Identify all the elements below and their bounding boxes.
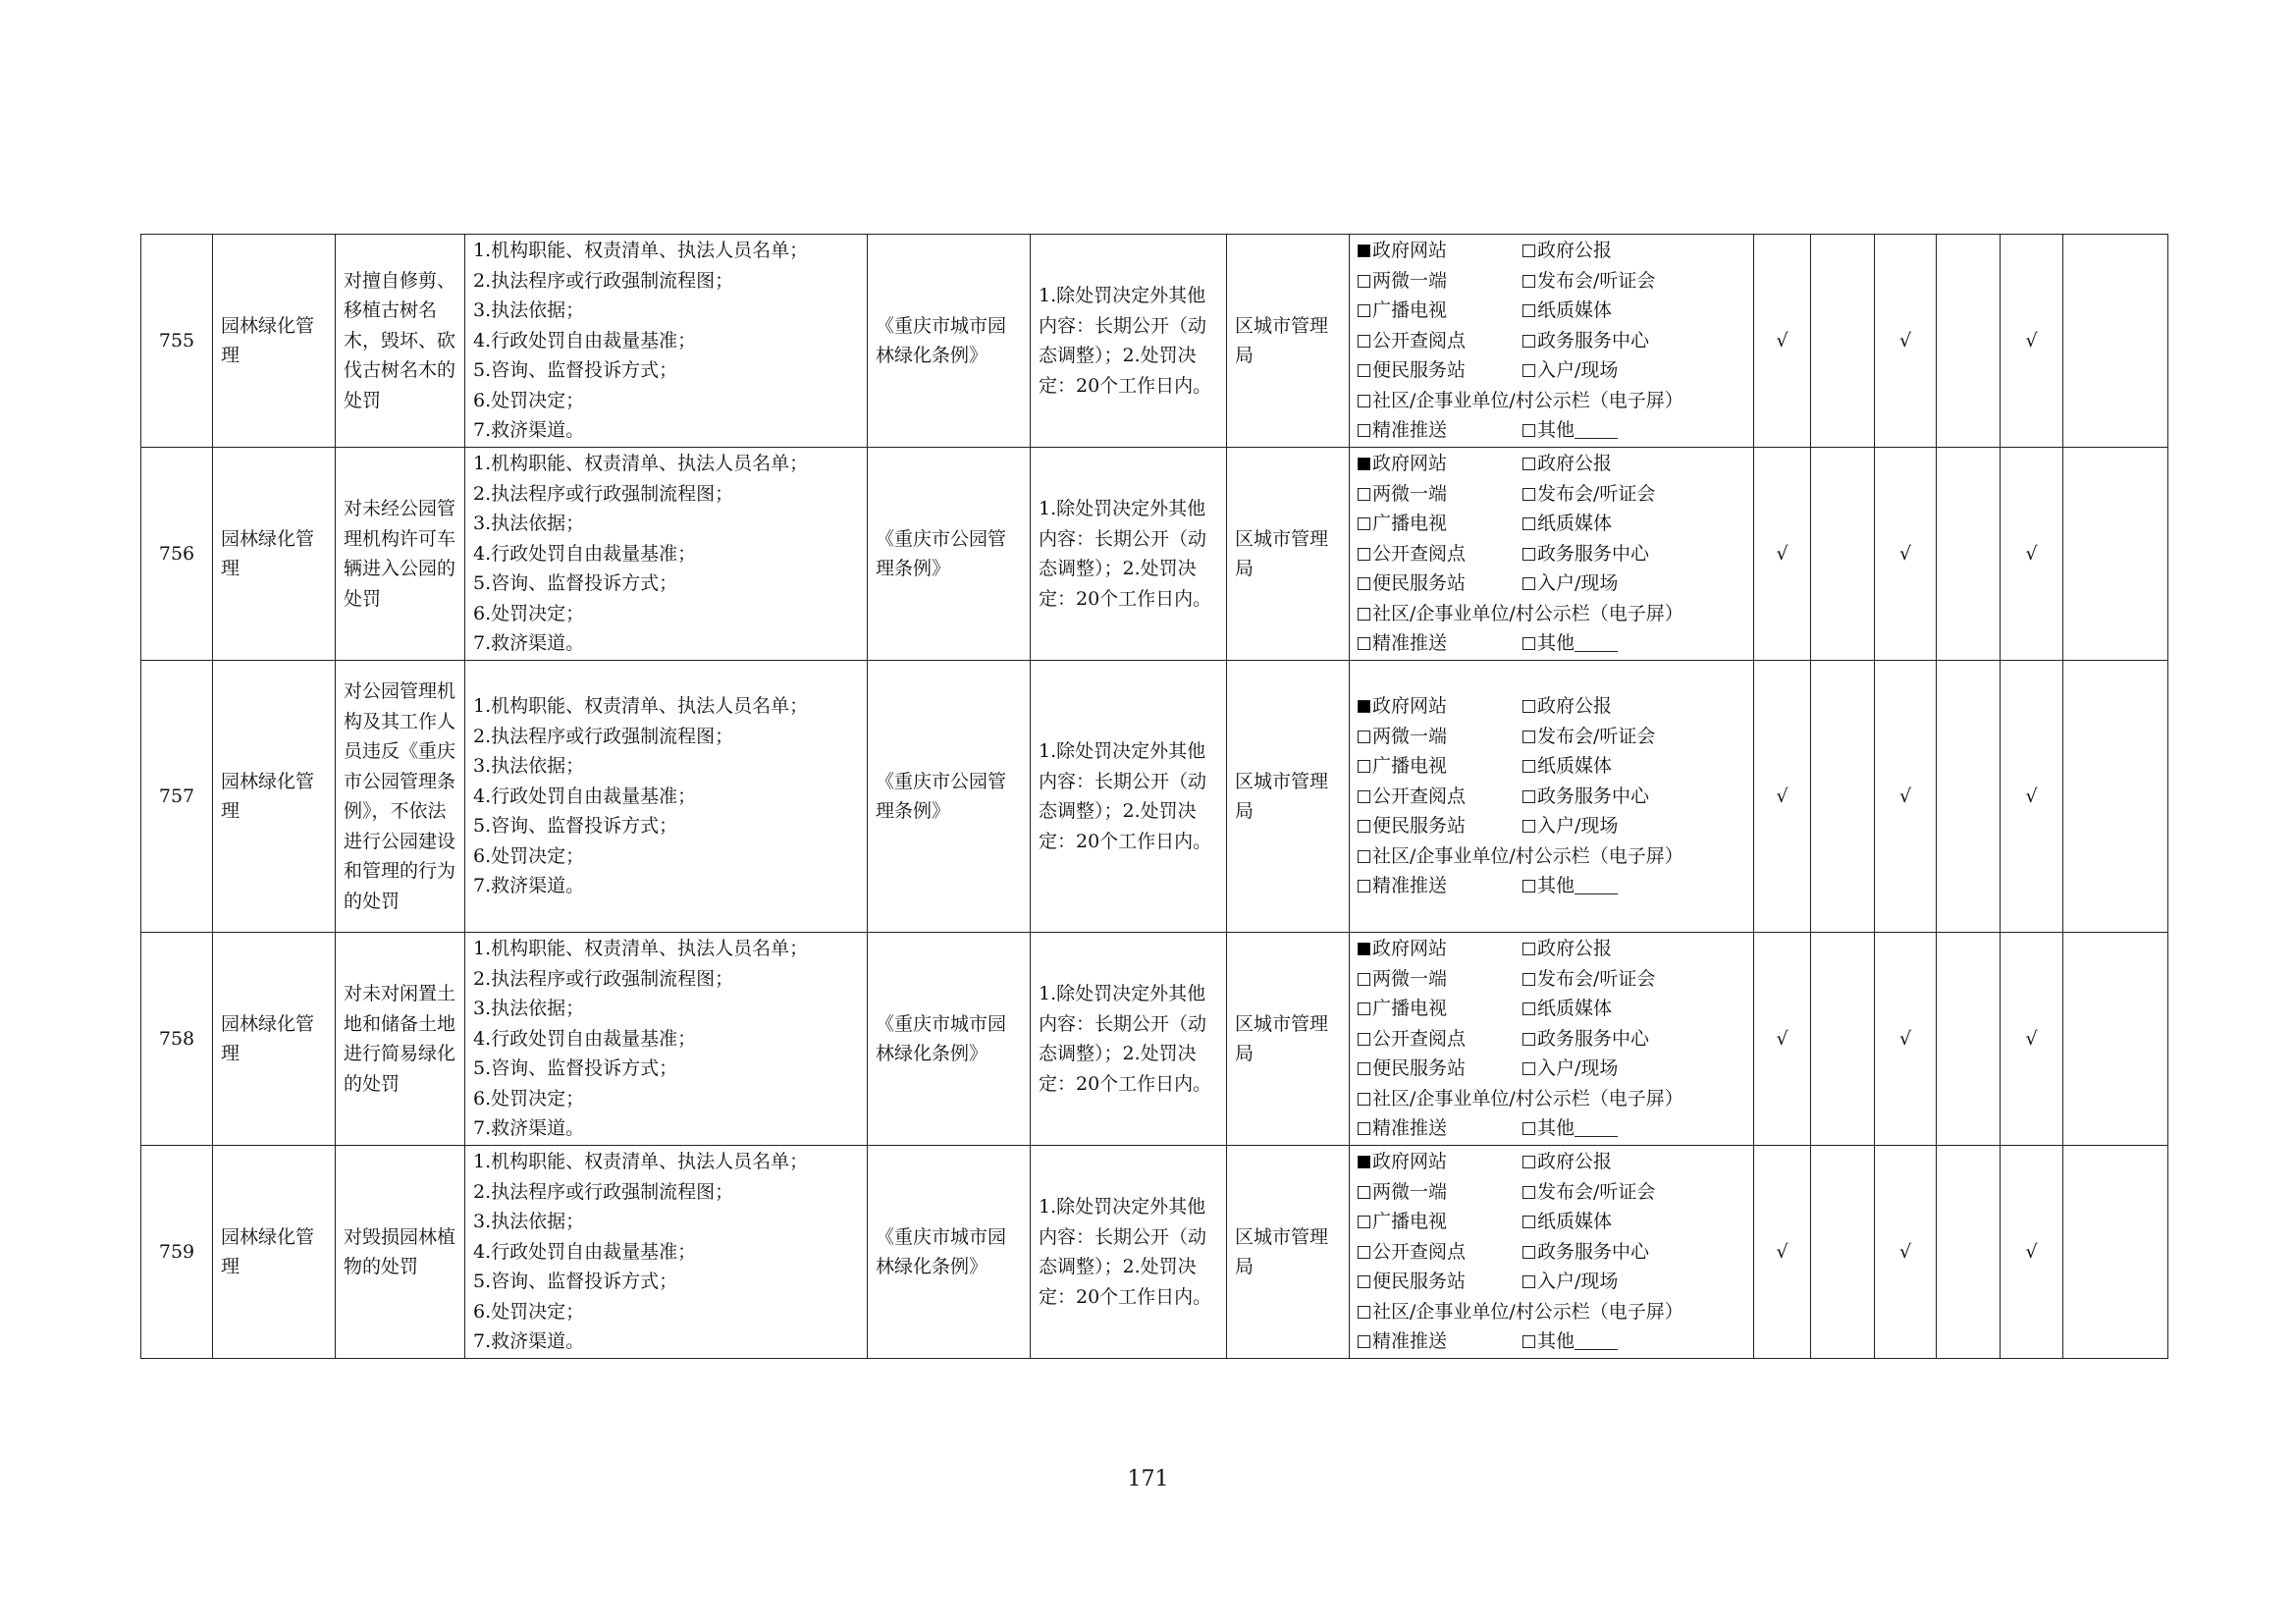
content-cell — [465, 661, 868, 933]
item-cell: 对公园管理机构及其工作人员违反《重庆市公园管理条例》，不依法进行公园建设和管理的行为的处罚 — [336, 661, 465, 933]
checked-box-icon — [1358, 244, 1370, 257]
checkbox-icon — [1522, 275, 1535, 288]
channels-cell: 政府网站 政府公报 两微一端 发布会/听证会 广播电视 纸质媒体 公开查阅点 政务服务中心 便民服务站 入户/现场 社区/企事业单位/村公示栏（电子屏） 精准推送 其他 — [1350, 661, 1754, 933]
check-cell — [1937, 661, 2001, 933]
item-cell: 对毁损园林植物的处罚 — [336, 1146, 465, 1359]
check-cell — [2063, 448, 2168, 661]
checkbox-icon — [1358, 731, 1370, 743]
content-line: 5.咨询、监督投诉方式； — [473, 359, 678, 382]
channels-cell: 政府网站 政府公报 两微一端 发布会/听证会 广播电视 纸质媒体 公开查阅点 政务服务中心 便民服务站 入户/现场 社区/企事业单位/村公示栏（电子屏） 精准推送 其他 — [1350, 235, 1754, 448]
table-row — [141, 448, 2168, 661]
content-line: 4.行政处罚自由裁量基准； — [473, 1240, 697, 1263]
row-number: 756 — [141, 448, 213, 661]
content-line: 3.执法依据； — [473, 513, 585, 535]
subject-cell: 区城市管理局 — [1227, 448, 1350, 661]
checkbox-icon — [1358, 1275, 1370, 1288]
content-line: 6.处罚决定； — [473, 1087, 585, 1110]
check-cell — [1811, 1146, 1875, 1359]
check-cell: √ — [1875, 235, 1937, 448]
check-cell: √ — [2001, 661, 2063, 933]
checkbox-icon — [1358, 488, 1370, 501]
checkbox-icon — [1522, 1122, 1535, 1135]
checked-box-icon — [1358, 1156, 1370, 1168]
blank-underline — [1575, 1118, 1618, 1137]
checkbox-icon — [1522, 700, 1535, 713]
checkbox-icon — [1522, 1335, 1535, 1348]
checkbox-icon — [1358, 424, 1370, 437]
check-cell: √ — [1754, 448, 1811, 661]
checkbox-icon — [1358, 1062, 1370, 1075]
content-line: 4.行政处罚自由裁量基准； — [473, 542, 697, 565]
checkbox-icon — [1358, 608, 1370, 621]
checkbox-icon — [1522, 790, 1535, 803]
check-cell: √ — [1754, 661, 1811, 933]
subject-cell: 区城市管理局 — [1227, 661, 1350, 933]
content-line: 1.机构职能、权责清单、执法人员名单； — [473, 453, 809, 475]
checkbox-icon — [1358, 395, 1370, 407]
checkbox-icon — [1522, 458, 1535, 470]
check-cell: √ — [1875, 1146, 1937, 1359]
basis-cell: 《重庆市城市园林绿化条例》 — [868, 933, 1031, 1146]
table-row — [141, 933, 2168, 1146]
check-cell — [2063, 661, 2168, 933]
content-line: 3.执法依据； — [473, 998, 585, 1020]
check-cell: √ — [1875, 661, 1937, 933]
check-cell: √ — [2001, 1146, 2063, 1359]
checkbox-icon — [1358, 637, 1370, 650]
content-line: 6.处罚决定； — [473, 1300, 585, 1323]
checkbox-icon — [1522, 1246, 1535, 1259]
checkbox-icon — [1522, 731, 1535, 743]
check-cell — [1937, 448, 2001, 661]
checkbox-icon — [1522, 943, 1535, 955]
basis-cell: 《重庆市公园管理条例》 — [868, 448, 1031, 661]
content-line: 4.行政处罚自由裁量基准； — [473, 1027, 697, 1050]
checkbox-icon — [1358, 820, 1370, 833]
blank-underline — [1575, 420, 1618, 439]
checkbox-icon — [1522, 244, 1535, 257]
subject-cell: 区城市管理局 — [1227, 1146, 1350, 1359]
content-line: 2.执法程序或行政强制流程图； — [473, 725, 734, 747]
content-cell — [465, 448, 868, 661]
content-cell — [465, 1146, 868, 1359]
check-cell — [1937, 235, 2001, 448]
checked-box-icon — [1358, 458, 1370, 470]
check-cell — [2063, 235, 2168, 448]
checkbox-icon — [1358, 548, 1370, 561]
checked-box-icon — [1358, 700, 1370, 713]
blank-underline — [1575, 633, 1618, 652]
checkbox-icon — [1358, 880, 1370, 893]
check-cell: √ — [1754, 1146, 1811, 1359]
checkbox-icon — [1522, 637, 1535, 650]
checkbox-icon — [1522, 335, 1535, 348]
content-line: 5.咨询、监督投诉方式； — [473, 815, 678, 838]
checkbox-icon — [1358, 790, 1370, 803]
content-cell — [465, 235, 868, 448]
category-cell: 园林绿化管理 — [213, 933, 336, 1146]
checkbox-icon — [1358, 1246, 1370, 1259]
checkbox-icon — [1522, 820, 1535, 833]
check-cell — [1811, 448, 1875, 661]
channels-cell: 政府网站 政府公报 两微一端 发布会/听证会 广播电视 纸质媒体 公开查阅点 政务服务中心 便民服务站 入户/现场 社区/企事业单位/村公示栏（电子屏） 精准推送 其他 — [1350, 933, 1754, 1146]
check-cell — [2063, 933, 2168, 1146]
content-line: 7.救济渠道。 — [473, 419, 585, 442]
checkbox-icon — [1522, 517, 1535, 530]
checkbox-icon — [1522, 760, 1535, 773]
checkbox-icon — [1522, 577, 1535, 590]
content-line: 7.救济渠道。 — [473, 875, 585, 897]
item-cell: 对未经公园管理机构许可车辆进入公园的处罚 — [336, 448, 465, 661]
content-line: 4.行政处罚自由裁量基准； — [473, 329, 697, 352]
content-line: 3.执法依据； — [473, 299, 585, 322]
table-row — [141, 661, 2168, 933]
period-cell: 1.除处罚决定外其他内容：长期公开（动态调整）；2.处罚决定：20个工作日内。 — [1031, 1146, 1227, 1359]
content-line: 1.机构职能、权责清单、执法人员名单； — [473, 1151, 809, 1173]
check-cell — [1811, 933, 1875, 1146]
checkbox-icon — [1358, 1033, 1370, 1046]
basis-cell: 《重庆市公园管理条例》 — [868, 661, 1031, 933]
category-cell: 园林绿化管理 — [213, 661, 336, 933]
row-number: 758 — [141, 933, 213, 1146]
checkbox-icon — [1358, 1335, 1370, 1348]
checkbox-icon — [1358, 1186, 1370, 1199]
content-line: 7.救济渠道。 — [473, 1117, 585, 1140]
checkbox-icon — [1522, 424, 1535, 437]
category-cell: 园林绿化管理 — [213, 1146, 336, 1359]
disclosure-table — [140, 234, 2168, 1359]
content-cell — [465, 933, 868, 1146]
basis-cell: 《重庆市城市园林绿化条例》 — [868, 1146, 1031, 1359]
content-line: 5.咨询、监督投诉方式； — [473, 572, 678, 595]
content-line: 7.救济渠道。 — [473, 632, 585, 655]
content-line: 6.处罚决定； — [473, 844, 585, 867]
content-line: 2.执法程序或行政强制流程图； — [473, 1180, 734, 1203]
content-line: 1.机构职能、权责清单、执法人员名单； — [473, 695, 809, 718]
basis-cell: 《重庆市城市园林绿化条例》 — [868, 235, 1031, 448]
channels-cell: 政府网站 政府公报 两微一端 发布会/听证会 广播电视 纸质媒体 公开查阅点 政务服务中心 便民服务站 入户/现场 社区/企事业单位/村公示栏（电子屏） 精准推送 其他 — [1350, 1146, 1754, 1359]
checkbox-icon — [1358, 335, 1370, 348]
checkbox-icon — [1522, 1275, 1535, 1288]
table-row — [141, 235, 2168, 448]
checked-box-icon — [1358, 943, 1370, 955]
content-line: 2.执法程序或行政强制流程图； — [473, 269, 734, 292]
checkbox-icon — [1358, 275, 1370, 288]
page-number: 171 — [1127, 1467, 1169, 1491]
check-cell — [1811, 235, 1875, 448]
period-cell: 1.除处罚决定外其他内容：长期公开（动态调整）；2.处罚决定：20个工作日内。 — [1031, 448, 1227, 661]
content-line: 2.执法程序或行政强制流程图； — [473, 482, 734, 505]
blank-underline — [1575, 1331, 1618, 1350]
check-cell — [1937, 1146, 2001, 1359]
content-line: 1.机构职能、权责清单、执法人员名单； — [473, 938, 809, 960]
checkbox-icon — [1358, 850, 1370, 863]
checkbox-icon — [1522, 1002, 1535, 1015]
period-cell: 1.除处罚决定外其他内容：长期公开（动态调整）；2.处罚决定：20个工作日内。 — [1031, 933, 1227, 1146]
checkbox-icon — [1522, 1216, 1535, 1228]
checkbox-icon — [1358, 304, 1370, 317]
checkbox-icon — [1522, 548, 1535, 561]
checkbox-icon — [1358, 973, 1370, 986]
subject-cell: 区城市管理局 — [1227, 933, 1350, 1146]
checkbox-icon — [1522, 1033, 1535, 1046]
checkbox-icon — [1522, 304, 1535, 317]
period-cell: 1.除处罚决定外其他内容：长期公开（动态调整）；2.处罚决定：20个工作日内。 — [1031, 235, 1227, 448]
content-line: 7.救济渠道。 — [473, 1330, 585, 1353]
category-cell: 园林绿化管理 — [213, 235, 336, 448]
check-cell: √ — [1875, 933, 1937, 1146]
checkbox-icon — [1522, 880, 1535, 893]
content-line: 3.执法依据； — [473, 1211, 585, 1233]
check-cell: √ — [2001, 448, 2063, 661]
checkbox-icon — [1522, 1156, 1535, 1168]
checkbox-icon — [1358, 1093, 1370, 1106]
check-cell: √ — [1875, 448, 1937, 661]
item-cell: 对未对闲置土地和储备土地进行简易绿化的处罚 — [336, 933, 465, 1146]
row-number: 759 — [141, 1146, 213, 1359]
blank-underline — [1575, 876, 1618, 894]
subject-cell: 区城市管理局 — [1227, 235, 1350, 448]
content-line: 5.咨询、监督投诉方式； — [473, 1057, 678, 1080]
checkbox-icon — [1358, 1216, 1370, 1228]
content-line: 2.执法程序或行政强制流程图； — [473, 967, 734, 990]
checkbox-icon — [1358, 1306, 1370, 1319]
table-row — [141, 1146, 2168, 1359]
check-cell: √ — [1754, 933, 1811, 1146]
checkbox-icon — [1358, 577, 1370, 590]
period-cell: 1.除处罚决定外其他内容：长期公开（动态调整）；2.处罚决定：20个工作日内。 — [1031, 661, 1227, 933]
checkbox-icon — [1358, 760, 1370, 773]
item-cell: 对擅自修剪、移植古树名木，毁坏、砍伐古树名木的处罚 — [336, 235, 465, 448]
row-number: 757 — [141, 661, 213, 933]
checkbox-icon — [1522, 973, 1535, 986]
checkbox-icon — [1522, 1186, 1535, 1199]
check-cell — [2063, 1146, 2168, 1359]
check-cell — [1811, 661, 1875, 933]
content-line: 6.处罚决定； — [473, 389, 585, 411]
checkbox-icon — [1358, 1122, 1370, 1135]
check-cell: √ — [2001, 933, 2063, 1146]
checkbox-icon — [1522, 364, 1535, 377]
content-line: 6.处罚决定； — [473, 602, 585, 624]
row-number: 755 — [141, 235, 213, 448]
category-cell: 园林绿化管理 — [213, 448, 336, 661]
check-cell: √ — [1754, 235, 1811, 448]
content-line: 4.行政处罚自由裁量基准； — [473, 785, 697, 807]
content-line: 5.咨询、监督投诉方式； — [473, 1271, 678, 1293]
checkbox-icon — [1358, 1002, 1370, 1015]
checkbox-icon — [1522, 488, 1535, 501]
check-cell — [1937, 933, 2001, 1146]
check-cell: √ — [2001, 235, 2063, 448]
checkbox-icon — [1522, 1062, 1535, 1075]
channels-cell: 政府网站 政府公报 两微一端 发布会/听证会 广播电视 纸质媒体 公开查阅点 政务服务中心 便民服务站 入户/现场 社区/企事业单位/村公示栏（电子屏） 精准推送 其他 — [1350, 448, 1754, 661]
checkbox-icon — [1358, 364, 1370, 377]
content-line: 3.执法依据； — [473, 755, 585, 778]
checkbox-icon — [1358, 517, 1370, 530]
content-line: 1.机构职能、权责清单、执法人员名单； — [473, 240, 809, 262]
